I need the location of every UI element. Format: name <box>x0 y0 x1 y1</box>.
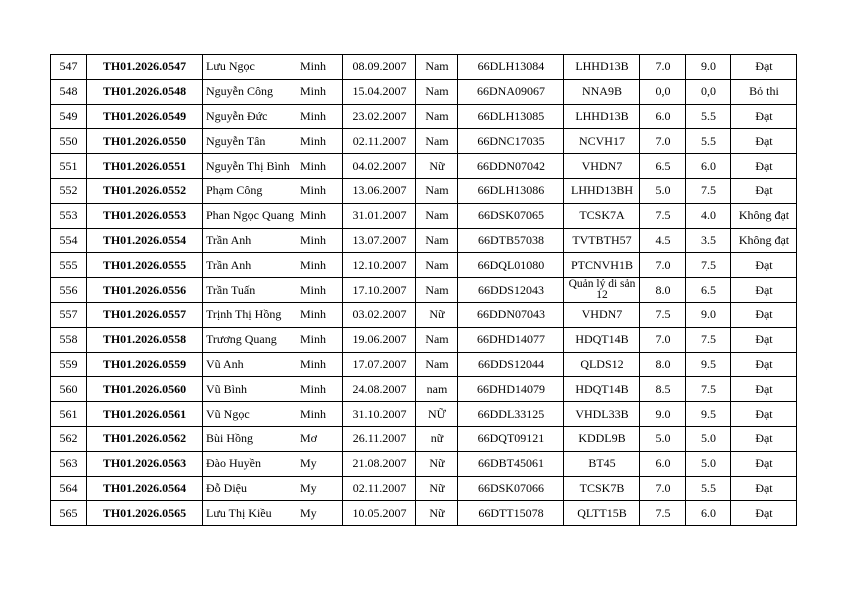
cell-row-number: 560 <box>51 377 87 402</box>
cell-student-id: 66DSK07066 <box>458 476 564 501</box>
cell-score-1: 7.0 <box>640 327 686 352</box>
cell-class-name: QLTT15B <box>564 501 640 526</box>
cell-row-number: 555 <box>51 253 87 278</box>
cell-given-name: Minh <box>297 278 343 303</box>
cell-given-name: Minh <box>297 302 343 327</box>
cell-gender: Nam <box>416 79 458 104</box>
cell-row-number: 552 <box>51 178 87 203</box>
table-row <box>51 501 797 526</box>
cell-score-2: 5.5 <box>686 476 731 501</box>
cell-class-name: Quản lý di sản 12 <box>564 278 640 303</box>
cell-birth-date: 13.06.2007 <box>343 178 416 203</box>
cell-class-name: PTCNVH1B <box>564 253 640 278</box>
cell-surname: Trần Anh <box>203 253 297 278</box>
cell-candidate-code: TH01.2026.0551 <box>87 154 203 179</box>
cell-score-2: 9.0 <box>686 55 731 80</box>
cell-class-name: TCSK7B <box>564 476 640 501</box>
cell-score-2: 9.5 <box>686 352 731 377</box>
cell-score-2: 7.5 <box>686 377 731 402</box>
cell-given-name: My <box>297 476 343 501</box>
cell-surname: Trịnh Thị Hồng <box>203 302 297 327</box>
cell-candidate-code: TH01.2026.0549 <box>87 104 203 129</box>
cell-candidate-code: TH01.2026.0555 <box>87 253 203 278</box>
cell-score-1: 7.0 <box>640 476 686 501</box>
cell-birth-date: 03.02.2007 <box>343 302 416 327</box>
cell-score-1: 0,0 <box>640 79 686 104</box>
cell-row-number: 547 <box>51 55 87 80</box>
cell-student-id: 66DTB57038 <box>458 228 564 253</box>
cell-birth-date: 17.10.2007 <box>343 278 416 303</box>
cell-score-2: 9.0 <box>686 302 731 327</box>
cell-result: Đạt <box>731 154 797 179</box>
cell-candidate-code: TH01.2026.0562 <box>87 426 203 451</box>
cell-surname: Vũ Bình <box>203 377 297 402</box>
cell-result: Đạt <box>731 426 797 451</box>
cell-score-1: 7.5 <box>640 203 686 228</box>
cell-score-1: 5.0 <box>640 426 686 451</box>
cell-result: Bỏ thi <box>731 79 797 104</box>
table-row <box>51 426 797 451</box>
cell-candidate-code: TH01.2026.0548 <box>87 79 203 104</box>
cell-surname: Vũ Ngọc <box>203 402 297 427</box>
cell-birth-date: 23.02.2007 <box>343 104 416 129</box>
cell-surname: Đào Huyền <box>203 451 297 476</box>
cell-result: Không đạt <box>731 228 797 253</box>
cell-student-id: 66DLH13086 <box>458 178 564 203</box>
cell-birth-date: 21.08.2007 <box>343 451 416 476</box>
cell-row-number: 549 <box>51 104 87 129</box>
cell-score-2: 9.5 <box>686 402 731 427</box>
cell-birth-date: 04.02.2007 <box>343 154 416 179</box>
cell-student-id: 66DQL01080 <box>458 253 564 278</box>
cell-row-number: 550 <box>51 129 87 154</box>
cell-score-2: 7.5 <box>686 327 731 352</box>
cell-birth-date: 19.06.2007 <box>343 327 416 352</box>
table-row <box>51 451 797 476</box>
cell-row-number: 559 <box>51 352 87 377</box>
cell-given-name: Minh <box>297 402 343 427</box>
table-row <box>51 253 797 278</box>
cell-given-name: My <box>297 501 343 526</box>
table-row <box>51 129 797 154</box>
cell-result: Đạt <box>731 327 797 352</box>
cell-score-1: 5.0 <box>640 178 686 203</box>
cell-class-name: BT45 <box>564 451 640 476</box>
cell-birth-date: 24.08.2007 <box>343 377 416 402</box>
cell-student-id: 66DLH13084 <box>458 55 564 80</box>
cell-candidate-code: TH01.2026.0560 <box>87 377 203 402</box>
cell-birth-date: 15.04.2007 <box>343 79 416 104</box>
cell-birth-date: 17.07.2007 <box>343 352 416 377</box>
cell-score-1: 8.0 <box>640 352 686 377</box>
cell-surname: Trần Tuấn <box>203 278 297 303</box>
cell-result: Đạt <box>731 178 797 203</box>
cell-birth-date: 13.07.2007 <box>343 228 416 253</box>
cell-given-name: Minh <box>297 253 343 278</box>
cell-birth-date: 31.01.2007 <box>343 203 416 228</box>
cell-score-1: 8.5 <box>640 377 686 402</box>
cell-student-id: 66DNA09067 <box>458 79 564 104</box>
cell-gender: Nam <box>416 178 458 203</box>
cell-given-name: Minh <box>297 129 343 154</box>
cell-student-id: 66DDS12044 <box>458 352 564 377</box>
cell-candidate-code: TH01.2026.0552 <box>87 178 203 203</box>
cell-candidate-code: TH01.2026.0556 <box>87 278 203 303</box>
cell-score-1: 4.5 <box>640 228 686 253</box>
table-row <box>51 402 797 427</box>
cell-surname: Phạm Công <box>203 178 297 203</box>
cell-candidate-code: TH01.2026.0557 <box>87 302 203 327</box>
cell-student-id: 66DDN07043 <box>458 302 564 327</box>
cell-result: Đạt <box>731 104 797 129</box>
cell-result: Đạt <box>731 302 797 327</box>
table-row <box>51 79 797 104</box>
cell-birth-date: 26.11.2007 <box>343 426 416 451</box>
cell-gender: Nam <box>416 278 458 303</box>
cell-row-number: 556 <box>51 278 87 303</box>
cell-score-2: 6.5 <box>686 278 731 303</box>
cell-gender: Nữ <box>416 476 458 501</box>
table-row <box>51 302 797 327</box>
cell-gender: Nữ <box>416 302 458 327</box>
cell-candidate-code: TH01.2026.0553 <box>87 203 203 228</box>
cell-birth-date: 02.11.2007 <box>343 129 416 154</box>
cell-score-2: 6.0 <box>686 501 731 526</box>
cell-row-number: 554 <box>51 228 87 253</box>
cell-surname: Bùi Hồng <box>203 426 297 451</box>
table-row <box>51 178 797 203</box>
cell-surname: Phan Ngọc Quang <box>203 203 297 228</box>
cell-row-number: 564 <box>51 476 87 501</box>
cell-surname: Đỗ Diệu <box>203 476 297 501</box>
cell-score-2: 5.0 <box>686 426 731 451</box>
cell-score-2: 3.5 <box>686 228 731 253</box>
cell-class-name: HDQT14B <box>564 327 640 352</box>
cell-student-id: 66DTT15078 <box>458 501 564 526</box>
cell-gender: Nam <box>416 104 458 129</box>
cell-student-id: 66DSK07065 <box>458 203 564 228</box>
cell-class-name: VHDN7 <box>564 302 640 327</box>
cell-score-2: 4.0 <box>686 203 731 228</box>
cell-candidate-code: TH01.2026.0547 <box>87 55 203 80</box>
cell-score-1: 6.5 <box>640 154 686 179</box>
cell-class-name: NNA9B <box>564 79 640 104</box>
cell-surname: Nguyễn Công <box>203 79 297 104</box>
cell-row-number: 562 <box>51 426 87 451</box>
cell-result: Đạt <box>731 55 797 80</box>
cell-candidate-code: TH01.2026.0550 <box>87 129 203 154</box>
table-row <box>51 327 797 352</box>
cell-surname: Nguyễn Thị Bình <box>203 154 297 179</box>
cell-gender: Nam <box>416 253 458 278</box>
cell-gender: Nam <box>416 55 458 80</box>
results-sheet <box>50 54 797 526</box>
cell-surname: Vũ Anh <box>203 352 297 377</box>
cell-score-2: 7.5 <box>686 253 731 278</box>
cell-score-2: 5.5 <box>686 104 731 129</box>
cell-candidate-code: TH01.2026.0558 <box>87 327 203 352</box>
cell-score-1: 7.0 <box>640 129 686 154</box>
cell-given-name: Minh <box>297 203 343 228</box>
cell-birth-date: 31.10.2007 <box>343 402 416 427</box>
cell-class-name: TVTBTH57 <box>564 228 640 253</box>
cell-result: Đạt <box>731 402 797 427</box>
cell-result: Đạt <box>731 253 797 278</box>
cell-student-id: 66DDS12043 <box>458 278 564 303</box>
cell-score-1: 7.0 <box>640 55 686 80</box>
cell-row-number: 563 <box>51 451 87 476</box>
cell-score-1: 6.0 <box>640 104 686 129</box>
table-row <box>51 377 797 402</box>
cell-class-name: LHHD13B <box>564 55 640 80</box>
table-row <box>51 55 797 80</box>
cell-row-number: 553 <box>51 203 87 228</box>
cell-class-name: LHHD13B <box>564 104 640 129</box>
cell-score-1: 7.5 <box>640 501 686 526</box>
cell-student-id: 66DLH13085 <box>458 104 564 129</box>
cell-score-2: 5.5 <box>686 129 731 154</box>
cell-birth-date: 08.09.2007 <box>343 55 416 80</box>
cell-gender: Nam <box>416 228 458 253</box>
cell-score-1: 7.0 <box>640 253 686 278</box>
cell-student-id: 66DDL33125 <box>458 402 564 427</box>
cell-candidate-code: TH01.2026.0564 <box>87 476 203 501</box>
cell-class-name: HDQT14B <box>564 377 640 402</box>
table-row <box>51 203 797 228</box>
cell-student-id: 66DHD14079 <box>458 377 564 402</box>
cell-score-2: 6.0 <box>686 154 731 179</box>
cell-candidate-code: TH01.2026.0563 <box>87 451 203 476</box>
cell-student-id: 66DQT09121 <box>458 426 564 451</box>
cell-given-name: Minh <box>297 377 343 402</box>
cell-student-id: 66DBT45061 <box>458 451 564 476</box>
cell-class-name: NCVH17 <box>564 129 640 154</box>
cell-gender: nam <box>416 377 458 402</box>
cell-student-id: 66DDN07042 <box>458 154 564 179</box>
cell-given-name: Minh <box>297 228 343 253</box>
cell-class-name: KDDL9B <box>564 426 640 451</box>
cell-gender: NỮ <box>416 402 458 427</box>
cell-birth-date: 10.05.2007 <box>343 501 416 526</box>
cell-gender: Nữ <box>416 451 458 476</box>
cell-score-2: 0,0 <box>686 79 731 104</box>
cell-given-name: Minh <box>297 79 343 104</box>
cell-row-number: 557 <box>51 302 87 327</box>
cell-score-1: 8.0 <box>640 278 686 303</box>
cell-surname: Nguyễn Tân <box>203 129 297 154</box>
cell-score-1: 9.0 <box>640 402 686 427</box>
cell-score-2: 7.5 <box>686 178 731 203</box>
cell-result: Đạt <box>731 377 797 402</box>
table-row <box>51 278 797 303</box>
cell-score-2: 5.0 <box>686 451 731 476</box>
cell-gender: Nam <box>416 203 458 228</box>
cell-given-name: Minh <box>297 178 343 203</box>
cell-result: Đạt <box>731 451 797 476</box>
table-body <box>51 55 797 526</box>
cell-gender: Nam <box>416 327 458 352</box>
cell-candidate-code: TH01.2026.0559 <box>87 352 203 377</box>
cell-class-name: LHHD13BH <box>564 178 640 203</box>
cell-row-number: 561 <box>51 402 87 427</box>
cell-given-name: Mơ <box>297 426 343 451</box>
table-row <box>51 104 797 129</box>
cell-class-name: VHDN7 <box>564 154 640 179</box>
cell-student-id: 66DNC17035 <box>458 129 564 154</box>
cell-gender: Nữ <box>416 154 458 179</box>
table-row <box>51 476 797 501</box>
cell-gender: nữ <box>416 426 458 451</box>
cell-surname: Nguyễn Đức <box>203 104 297 129</box>
cell-surname: Trương Quang <box>203 327 297 352</box>
cell-surname: Lưu Ngọc <box>203 55 297 80</box>
results-table <box>50 54 797 526</box>
cell-given-name: Minh <box>297 327 343 352</box>
cell-gender: Nam <box>416 129 458 154</box>
cell-candidate-code: TH01.2026.0565 <box>87 501 203 526</box>
cell-result: Đạt <box>731 476 797 501</box>
cell-row-number: 548 <box>51 79 87 104</box>
cell-gender: Nữ <box>416 501 458 526</box>
cell-class-name: QLDS12 <box>564 352 640 377</box>
cell-result: Đạt <box>731 129 797 154</box>
cell-result: Đạt <box>731 501 797 526</box>
cell-row-number: 558 <box>51 327 87 352</box>
cell-gender: Nam <box>416 352 458 377</box>
cell-given-name: Minh <box>297 352 343 377</box>
cell-surname: Lưu Thị Kiều <box>203 501 297 526</box>
table-row <box>51 154 797 179</box>
cell-class-name: TCSK7A <box>564 203 640 228</box>
cell-given-name: My <box>297 451 343 476</box>
cell-surname: Trần Anh <box>203 228 297 253</box>
cell-row-number: 565 <box>51 501 87 526</box>
cell-birth-date: 12.10.2007 <box>343 253 416 278</box>
cell-student-id: 66DHD14077 <box>458 327 564 352</box>
cell-candidate-code: TH01.2026.0561 <box>87 402 203 427</box>
table-row <box>51 352 797 377</box>
cell-given-name: Minh <box>297 55 343 80</box>
cell-row-number: 551 <box>51 154 87 179</box>
cell-result: Không đạt <box>731 203 797 228</box>
cell-score-1: 6.0 <box>640 451 686 476</box>
cell-result: Đạt <box>731 352 797 377</box>
cell-given-name: Minh <box>297 104 343 129</box>
cell-candidate-code: TH01.2026.0554 <box>87 228 203 253</box>
cell-birth-date: 02.11.2007 <box>343 476 416 501</box>
cell-class-name: VHDL33B <box>564 402 640 427</box>
table-row <box>51 228 797 253</box>
cell-score-1: 7.5 <box>640 302 686 327</box>
cell-result: Đạt <box>731 278 797 303</box>
cell-given-name: Minh <box>297 154 343 179</box>
